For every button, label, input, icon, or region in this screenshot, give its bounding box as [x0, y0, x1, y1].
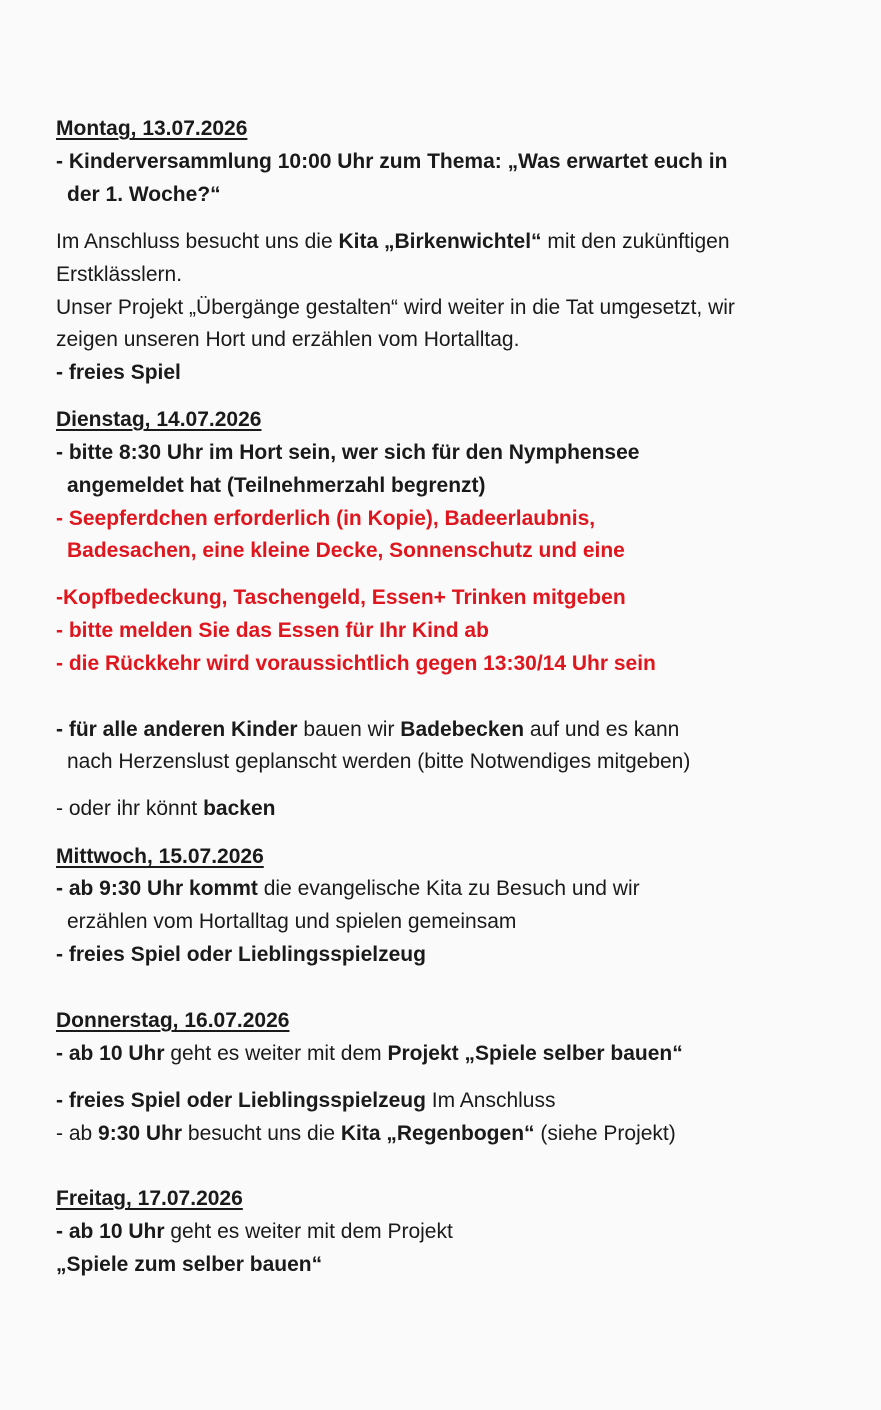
tuesday-line-1: - bitte 8:30 Uhr im Hort sein, wer sich für den Nymphensee — [56, 441, 640, 464]
tuesday-red-line-2: Badesachen, eine kleine Decke, Sonnenschutz und eine — [67, 539, 625, 562]
wednesday-line-3: - freies Spiel oder Lieblingsspielzeug — [56, 943, 426, 966]
friday-line-1: - ab 10 Uhr geht es weiter mit dem Projekt — [56, 1220, 453, 1243]
tuesday-red-line-4: - bitte melden Sie das Essen für Ihr Kind ab — [56, 619, 489, 642]
tuesday-other-line-3: - oder ihr könnt backen — [56, 797, 276, 820]
tuesday-red-line-3: -Kopfbedeckung, Taschengeld, Essen+ Trinken mitgeben — [56, 586, 626, 609]
friday-line-2: „Spiele zum selber bauen“ — [56, 1253, 323, 1276]
wednesday-heading: Mittwoch, 15.07.2026 — [56, 845, 264, 868]
tuesday-line-2: angemeldet hat (Teilnehmerzahl begrenzt) — [67, 474, 486, 497]
monday-heading: Montag, 13.07.2026 — [56, 117, 248, 140]
monday-paragraph-2: Erstklässlern. — [56, 263, 183, 286]
tuesday-red-line-5: - die Rückkehr wird voraussichtlich gegen 13:30/14 Uhr sein — [56, 652, 656, 675]
wednesday-line-2: erzählen vom Hortalltag und spielen gemeinsam — [67, 910, 517, 933]
monday-line-1: - Kinderversammlung 10:00 Uhr zum Thema: „Was erwartet euch in — [56, 150, 728, 173]
tuesday-other-line-1: - für alle anderen Kinder bauen wir Badebecken auf und es kann — [56, 718, 680, 741]
thursday-line-1: - ab 10 Uhr geht es weiter mit dem Projekt „Spiele selber bauen“ — [56, 1042, 683, 1065]
monday-free-play: - freies Spiel — [56, 361, 181, 384]
thursday-line-2: - freies Spiel oder Lieblingsspielzeug Im Anschluss — [56, 1089, 556, 1112]
friday-heading: Freitag, 17.07.2026 — [56, 1187, 243, 1210]
thursday-line-3: - ab 9:30 Uhr besucht uns die Kita „Regenbogen“ (siehe Projekt) — [56, 1122, 676, 1145]
monday-line-2: der 1. Woche?“ — [67, 183, 221, 206]
thursday-heading: Donnerstag, 16.07.2026 — [56, 1009, 290, 1032]
monday-paragraph-1: Im Anschluss besucht uns die Kita „Birkenwichtel“ mit den zukünftigen — [56, 230, 730, 253]
monday-paragraph-4: zeigen unseren Hort und erzählen vom Hortalltag. — [56, 328, 520, 351]
tuesday-heading: Dienstag, 14.07.2026 — [56, 408, 262, 431]
tuesday-other-line-2: nach Herzenslust geplanscht werden (bitte Notwendiges mitgeben) — [67, 750, 691, 773]
monday-paragraph-3: Unser Projekt „Übergänge gestalten“ wird weiter in die Tat umgesetzt, wir — [56, 296, 735, 319]
tuesday-red-line-1: - Seepferdchen erforderlich (in Kopie), Badeerlaubnis, — [56, 507, 596, 530]
wednesday-line-1: - ab 9:30 Uhr kommt die evangelische Kita zu Besuch und wir — [56, 877, 640, 900]
